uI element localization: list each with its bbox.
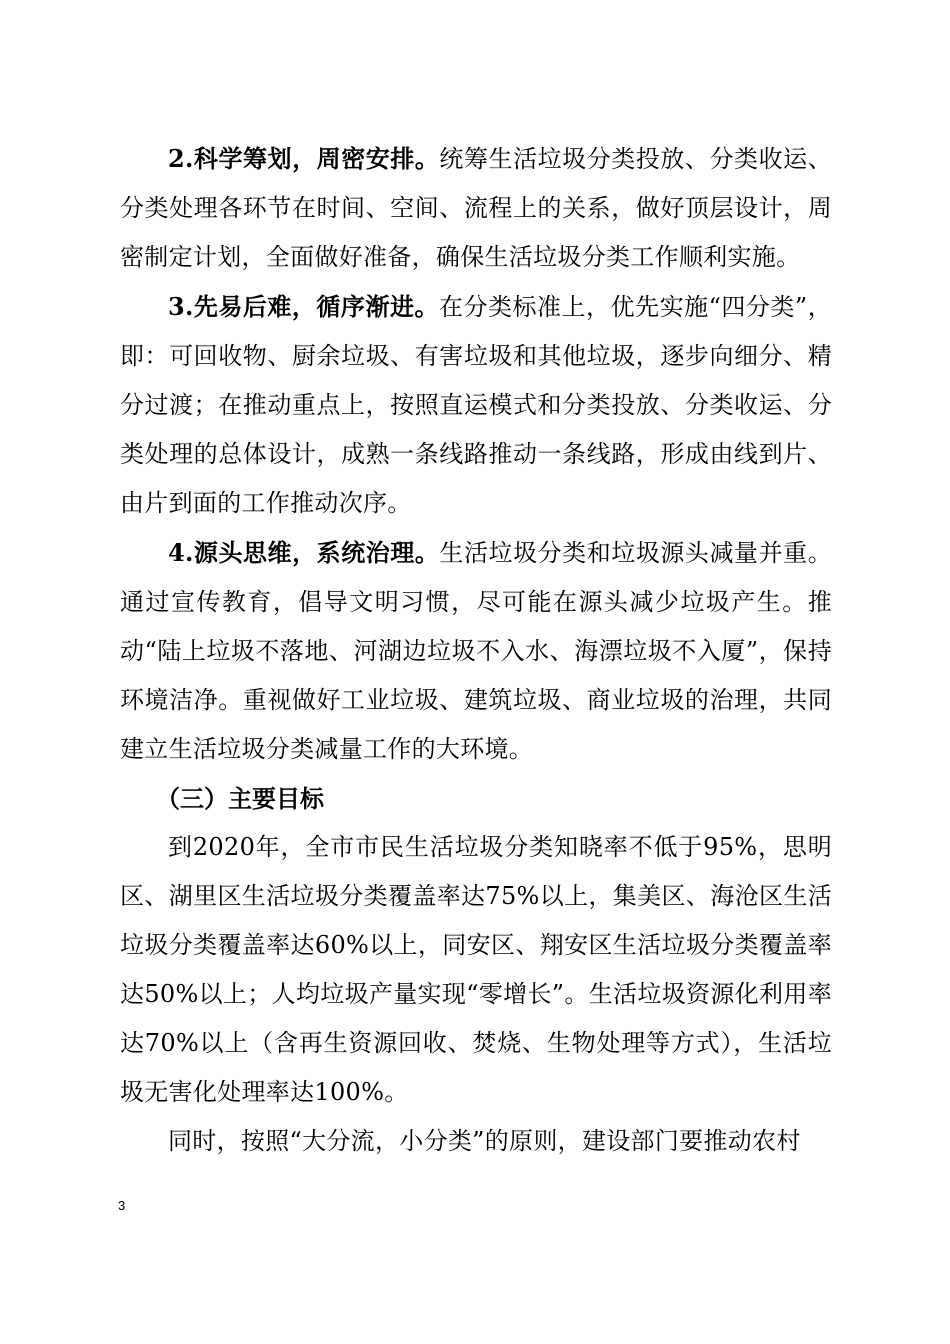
principle-4-text: 生活垃圾分类和垃圾源头减量并重。通过宣传教育，倡导文明习惯，尽可能在源头减少垃圾产生。推动“陆上垃圾不落地、河湖边垃圾不入水、海漂垃圾不入厦”，保持环境洁净。重视做好工业垃圾、建筑垃圾、商业垃圾的治理，共同建立生活垃圾分类减量工作的大环境。 <box>120 539 832 763</box>
principle-paragraph-3 <box>120 282 832 528</box>
principle-2-heading: 2.科学筹划，周密安排。 <box>168 144 440 173</box>
principle-paragraph-4 <box>120 528 832 774</box>
principle-4-heading: 4.源头思维，系统治理。 <box>168 538 440 567</box>
document-body <box>120 134 832 1166</box>
principle-3-heading: 3.先易后难，循序渐进。 <box>168 292 439 321</box>
principle-2-text: 统筹生活垃圾分类投放、分类收运、分类处理各环节在时间、空间、流程上的关系，做好顶层设计，周密制定计划，全面做好准备，确保生活垃圾分类工作顺利实施。 <box>120 145 832 271</box>
section-heading: （三）主要目标 <box>156 784 324 813</box>
target-paragraph: 到2020年，全市市民生活垃圾分类知晓率不低于95%，思明区、湖里区生活垃圾分类覆盖率达75%以上，集美区、海沧区生活垃圾分类覆盖率达60%以上，同安区、翔安区生活垃圾分类覆盖率达50%以上；人均垃圾产量实现“零增长”。生活垃圾资源化利用率达70%以上（含再生资源回收、焚烧、生物处理等方式），生活垃圾无害化处理率达100%。 <box>120 833 832 1106</box>
closing-paragraph: 同时，按照“大分流，小分类”的原则，建设部门要推动农村 <box>168 1127 801 1155</box>
principle-paragraph-2 <box>120 134 832 282</box>
page-number: 3 <box>118 1198 126 1213</box>
principle-3-text: 在分类标准上，优先实施“四分类”，即：可回收物、厨余垃圾、有害垃圾和其他垃圾，逐步向细分、精分过渡；在推动重点上，按照直运模式和分类投放、分类收运、分类处理的总体设计，成熟一条线路推动一条线路，形成由线到片、由片到面的工作推动次序。 <box>120 293 833 517</box>
